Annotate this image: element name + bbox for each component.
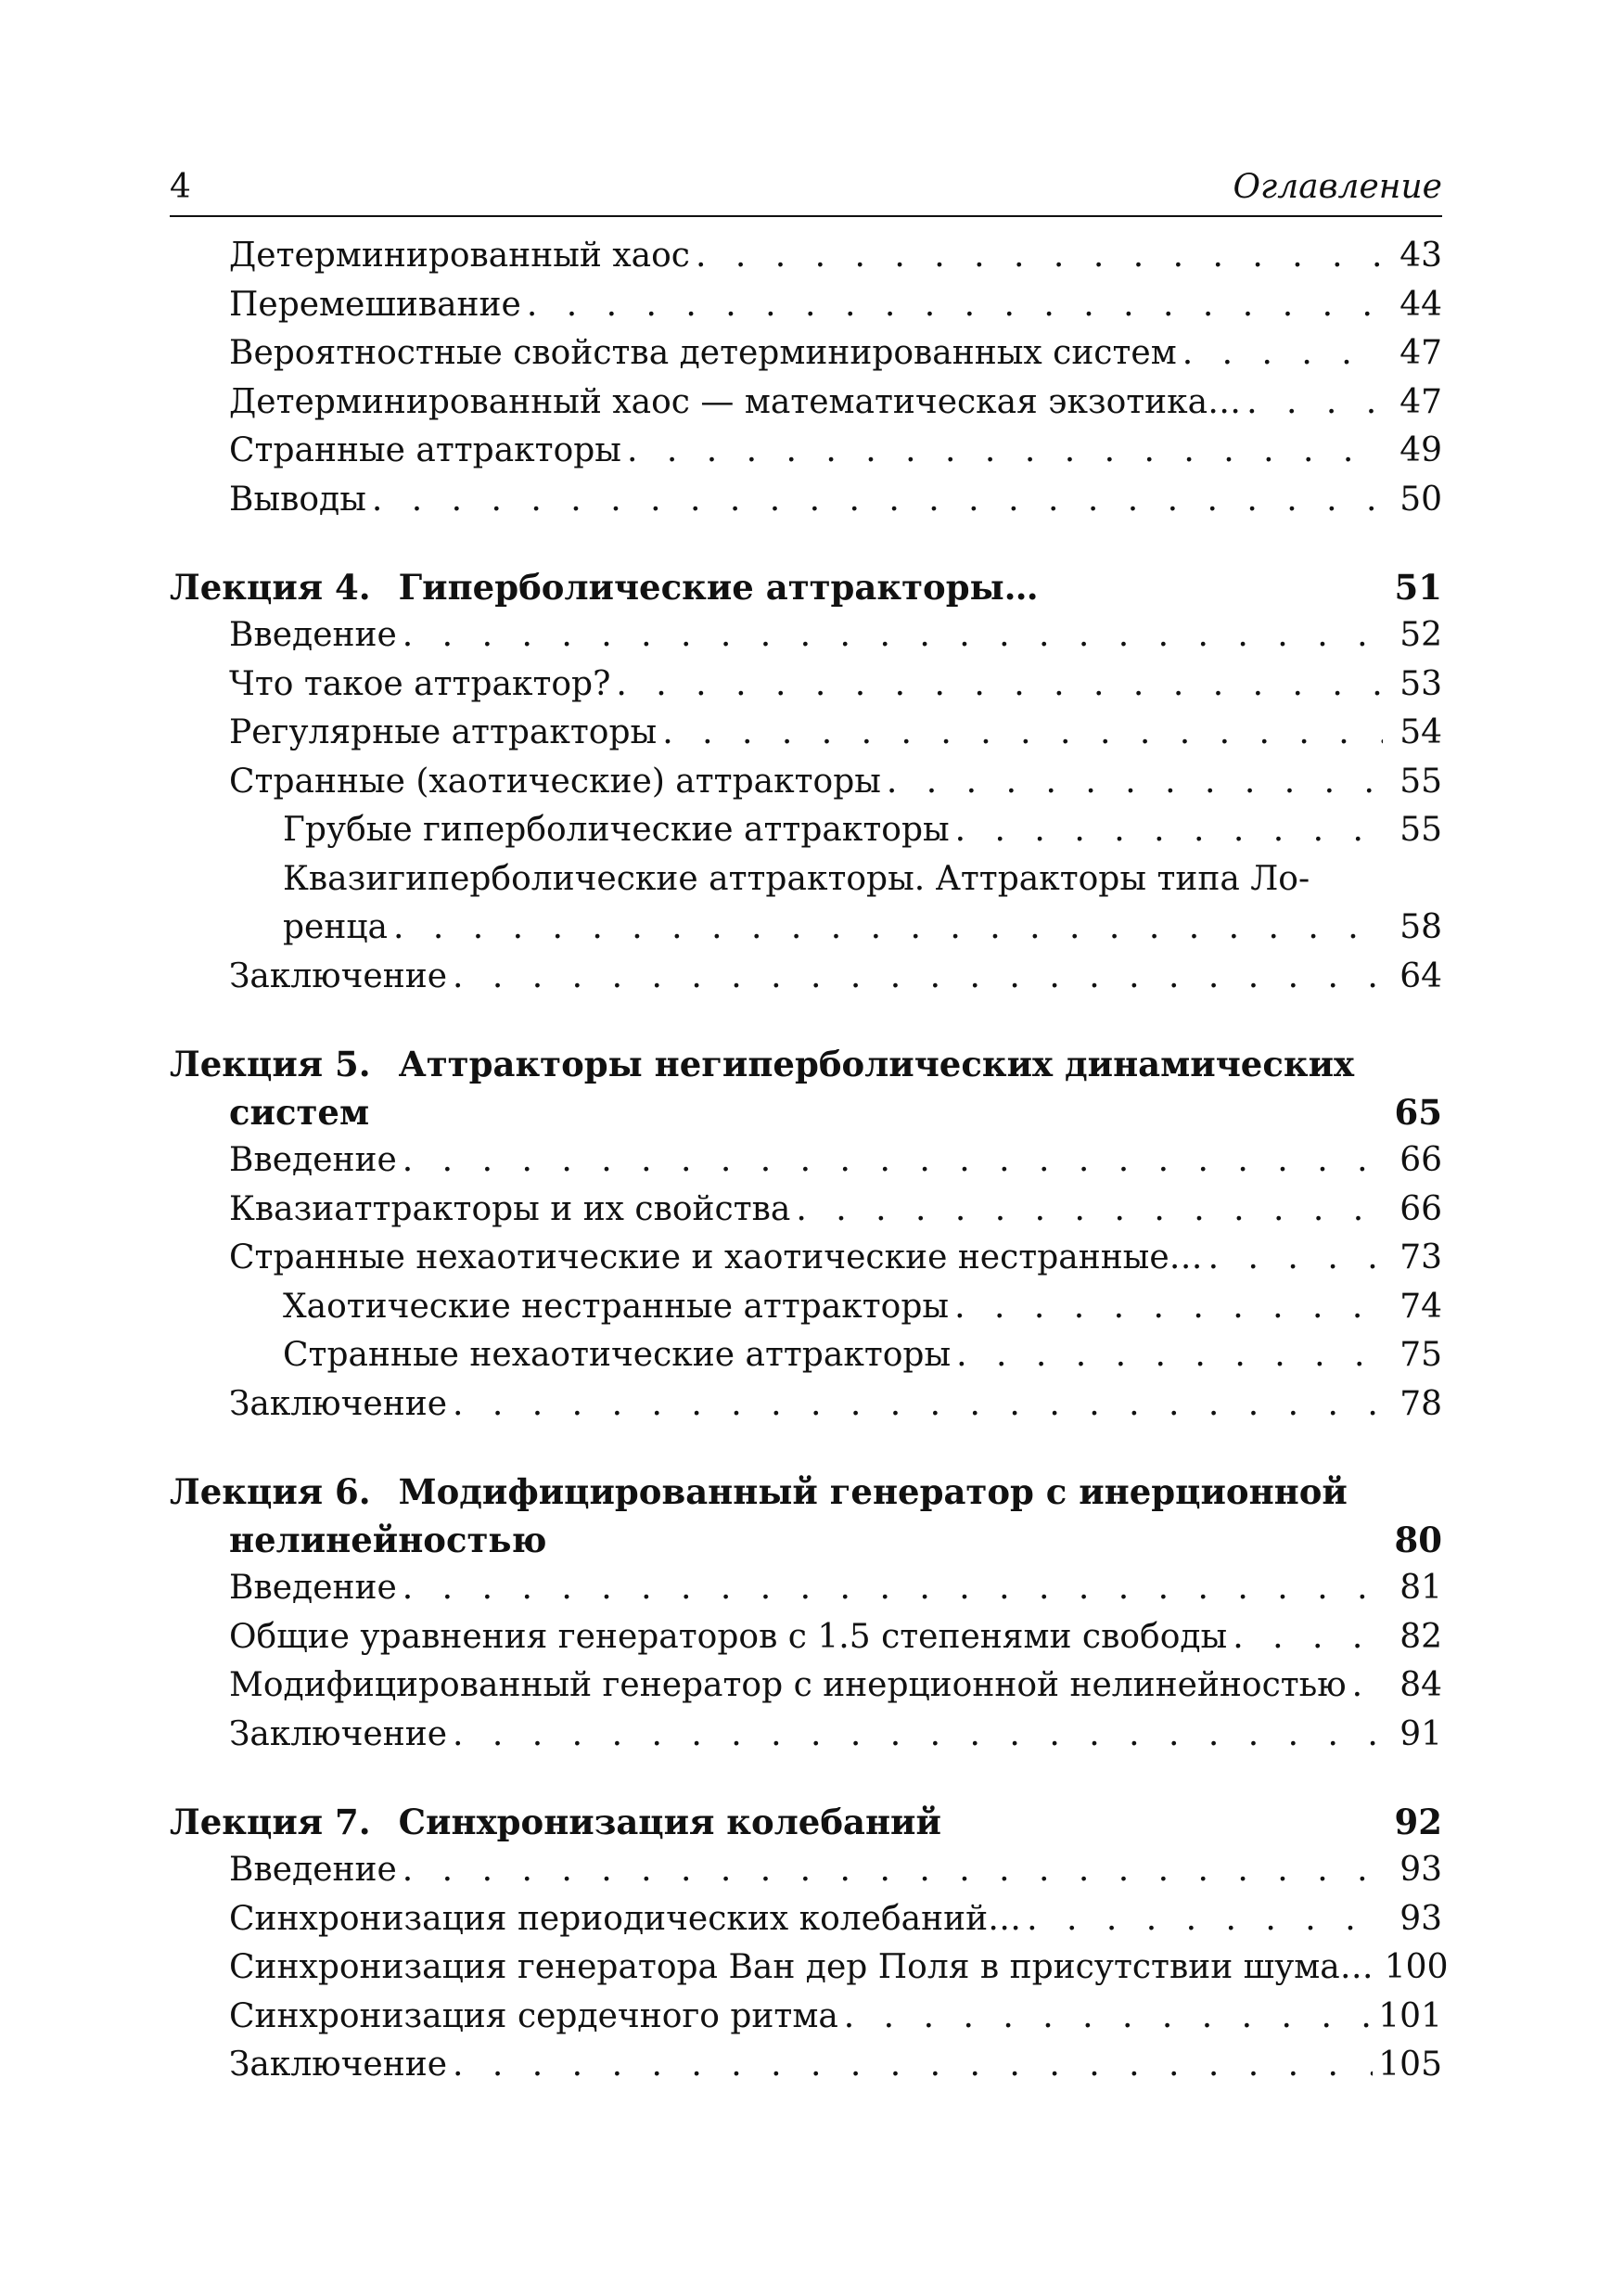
toc-subentry[interactable]: ренца . . . 58 — [170, 904, 1442, 953]
toc-entry[interactable]: Заключение . . . 91 — [170, 1711, 1442, 1760]
lecture-number: Лекция 4. — [170, 567, 371, 608]
lecture-page: 80 — [1394, 1520, 1442, 1560]
toc-subentry[interactable]: Грубые гиперболические аттракторы . . . 55 — [170, 806, 1442, 855]
lecture-title: Модифицированный генератор с инерционной — [398, 1471, 1348, 1512]
lecture-4-heading[interactable] — [170, 563, 1442, 611]
lecture-number: Лекция 6. — [170, 1471, 371, 1512]
toc-entry[interactable]: Заключение . . . 105 — [170, 2041, 1442, 2090]
toc-entry[interactable]: Странные нехаотические и хаотические нестранные… . . . 73 — [170, 1234, 1442, 1283]
page-number: 4 — [170, 168, 191, 206]
lecture-number: Лекция 5. — [170, 1044, 371, 1084]
toc-entry[interactable]: Странные аттракторы . . . 49 — [170, 427, 1442, 476]
toc-page — [170, 167, 1449, 2090]
lecture-7-heading[interactable] — [170, 1798, 1442, 1846]
lecture-page: 92 — [1394, 1802, 1442, 1842]
toc-entry[interactable]: Синхронизация периодических колебаний… . . . 93 — [170, 1895, 1442, 1944]
toc-subentry[interactable]: Странные нехаотические аттракторы . . . 75 — [170, 1331, 1442, 1380]
toc-subentry[interactable]: Хаотические нестранные аттракторы . . . 74 — [170, 1283, 1442, 1332]
lecture-page: 51 — [1394, 567, 1442, 608]
toc-entry[interactable]: Детерминированный хаос — математическая экзотика… . . . 47 — [170, 378, 1442, 428]
toc-entry[interactable]: Вероятностные свойства детерминированных систем . . . 47 — [170, 329, 1442, 378]
toc-entry[interactable]: Заключение . . . 64 — [170, 953, 1442, 1002]
lecture-5-heading[interactable] — [170, 1040, 1442, 1136]
toc-entry[interactable]: Выводы . . . 50 — [170, 476, 1442, 525]
toc-entry[interactable]: Заключение . . . 78 — [170, 1380, 1442, 1430]
toc-entry[interactable]: Синхронизация генератора Ван дер Поля в присутствии шума… 100 — [229, 1948, 1449, 1986]
toc-entry[interactable]: Детерминированный хаос . . . 43 — [170, 232, 1442, 281]
lecture-title-cont: систем — [229, 1092, 370, 1133]
toc-subentry-wrapped-line[interactable]: Квазигиперболические аттракторы. Аттракторы типа Ло- — [283, 859, 1310, 898]
lecture-title: Аттракторы негиперболических динамических — [398, 1044, 1355, 1084]
toc-entry[interactable]: Введение . . . 81 — [170, 1564, 1442, 1613]
toc-entry[interactable]: Введение . . . 93 — [170, 1846, 1442, 1895]
table-of-contents — [170, 232, 1449, 2090]
toc-entry[interactable]: Введение . . . 52 — [170, 611, 1442, 661]
lecture-number: Лекция 7. — [170, 1802, 371, 1842]
lecture-title-cont: нелинейностью — [229, 1520, 547, 1560]
lecture-6-heading[interactable] — [170, 1468, 1442, 1564]
toc-entry[interactable]: Что такое аттрактор? . . . 53 — [170, 661, 1442, 710]
toc-entry[interactable]: Введение . . . 66 — [170, 1136, 1442, 1186]
lecture-title: Синхронизация колебаний — [398, 1802, 941, 1842]
running-title: Оглавление — [1233, 168, 1442, 206]
toc-entry[interactable]: Странные (хаотические) аттракторы . . . 55 — [170, 758, 1442, 807]
toc-entry[interactable]: Регулярные аттракторы . . . 54 — [170, 709, 1442, 758]
toc-entry[interactable]: Синхронизация сердечного ритма . . . 101 — [170, 1993, 1442, 2042]
toc-entry[interactable]: Общие уравнения генераторов с 1.5 степенями свободы . . . 82 — [170, 1613, 1442, 1662]
toc-entry[interactable]: Квазиаттракторы и их свойства . . . 66 — [170, 1186, 1442, 1235]
page-header — [170, 167, 1442, 217]
lecture-title: Гиперболические аттракторы… — [398, 567, 1039, 608]
toc-entry[interactable]: Модифицированный генератор с инерционной нелинейностью . . . 84 — [170, 1661, 1442, 1711]
lecture-page: 65 — [1394, 1092, 1442, 1133]
toc-entry[interactable]: Перемешивание . . . 44 — [170, 281, 1442, 330]
